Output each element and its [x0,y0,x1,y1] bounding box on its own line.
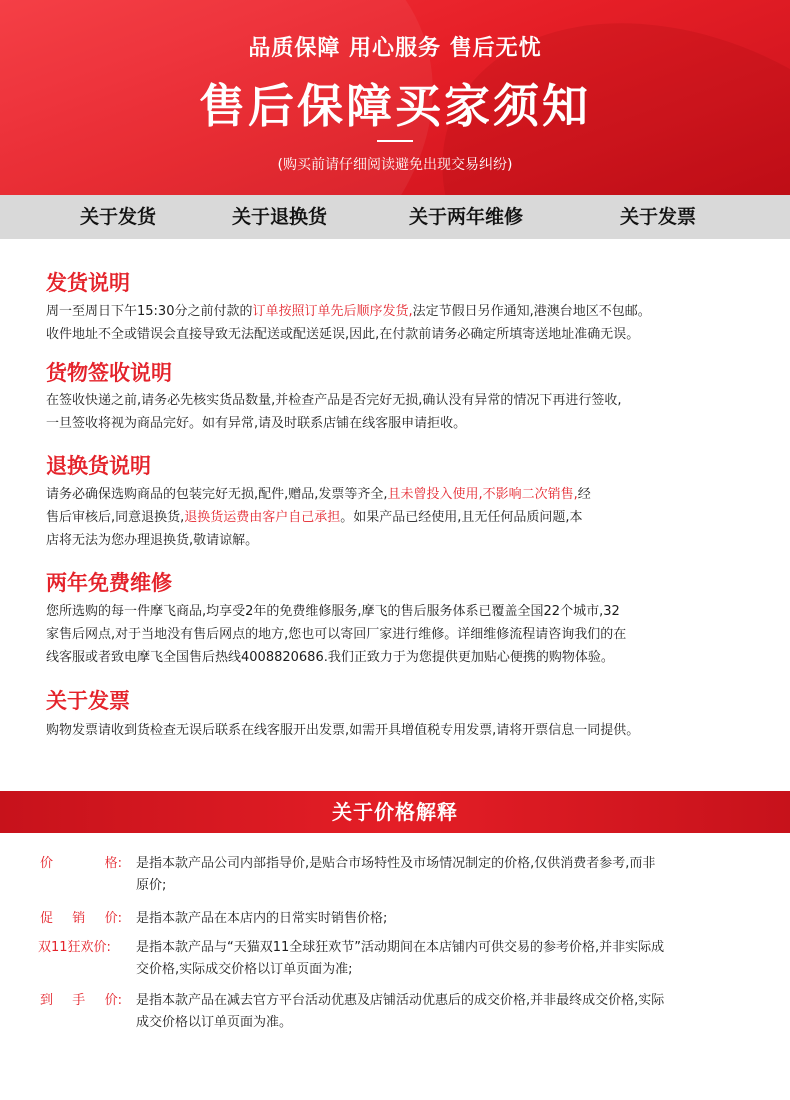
price-label-char: 手 [72,993,86,1008]
price-label [40,990,128,1012]
nav-item-repair[interactable]: 关于两年维修 [409,206,524,228]
price-label [40,908,128,930]
price-label-char: 格: [104,856,122,871]
header-banner [0,0,790,195]
price-label [38,937,126,959]
shipping-line-2: 收件地址不全或错误会直接导致无法配送或配送延误,因此,在付款前请务必确定所填寄送地址准确无误。 [46,327,640,342]
repair-line-1: 您所选购的每一件摩飞商品,均享受2年的免费维修服务,摩飞的售后服务体系已覆盖全国22个城市,32 [46,604,620,619]
price-label-char: 价: [104,911,122,926]
repair-paragraph [46,600,756,669]
title-divider [377,140,413,142]
returns-highlight: 且未曾投入使用,不影响二次销售, [387,487,578,502]
shipping-text: 周一至周日下午15:30分之前付款的 [46,304,253,319]
receipt-line-2: 一旦签收将视为商品完好。如有异常,请及时联系店铺在线客服申请拒收。 [46,416,467,431]
repair-line-2: 家售后网点,对于当地没有售后网点的地方,您也可以寄回厂家进行维修。详细维修流程请咨询我们的在 [46,627,627,642]
returns-line-1 [46,483,756,506]
repair-line-3: 线客服或者致电摩飞全国售后热线4008820686.我们正致力于为您提供更加贴心便携的购物体验。 [46,650,614,665]
invoice-paragraph: 购物发票请收到货检查无误后联系在线客服开出发票,如需开具增值税专用发票,请将开票信息一同提供。 [46,723,640,738]
returns-paragraph [46,483,756,552]
shipping-paragraph [46,300,756,346]
page-title: 售后保障买家须知 [199,79,591,133]
price-label-char: 双11狂欢价: [38,940,111,955]
price-line: 是指本款产品在本店内的日常实时销售价格; [136,911,388,926]
section-nav [0,195,790,239]
price-line: 是指本款产品在减去官方平台活动优惠及店铺活动优惠后的成交价格,并非最终成交价格,实际 [136,993,665,1008]
price-description [136,908,758,930]
returns-text: 售后审核后,同意退换货, [46,510,185,525]
price-line: 是指本款产品公司内部指导价,是贴合市场特性及市场情况制定的价格,仅供消费者参考,而非 [136,856,656,871]
price-line: 原价; [136,878,167,893]
invoice-title: 关于发票 [46,689,130,713]
returns-highlight: 退换货运费由客户自己承担 [184,510,341,525]
returns-line-3: 店将无法为您办理退换货,敬请谅解。 [46,533,259,548]
price-line: 是指本款产品与“天猫双11全球狂欢节”活动期间在本店铺内可供交易的参考价格,并非实际成 [136,940,665,955]
returns-title: 退换货说明 [46,454,151,478]
price-label-char: 销 [72,911,86,926]
repair-title: 两年免费维修 [46,571,172,595]
header-tagline: 品质保障 用心服务 售后无忧 [248,36,542,61]
price-line: 成交价格以订单页面为准。 [136,1015,293,1030]
price-label-char: 价: [104,993,122,1008]
price-description [136,937,758,981]
price-label [40,853,128,875]
receipt-title: 货物签收说明 [46,361,172,385]
shipping-title: 发货说明 [46,271,130,295]
shipping-highlight: 订单按照订单先后顺序发货, [252,304,413,319]
shipping-line-1 [46,300,756,323]
shipping-text: 法定节假日另作通知,港澳台地区不包邮。 [412,304,651,319]
price-description [136,990,758,1034]
nav-item-returns[interactable]: 关于退换货 [232,206,328,228]
price-label-char: 促 [40,911,54,926]
nav-item-shipping[interactable]: 关于发货 [80,206,157,228]
nav-item-invoice[interactable]: 关于发票 [620,206,697,228]
price-label-char: 价 [40,856,54,871]
returns-line-2 [46,506,756,529]
header-subtitle: (购买前请仔细阅读避免出现交易纠纷) [277,157,513,173]
price-description [136,853,758,897]
returns-text: 。如果产品已经使用,且无任何品质问题,本 [340,510,583,525]
receipt-paragraph [46,389,756,435]
price-band-title: 关于价格解释 [0,791,790,833]
price-label-char: 到 [40,993,54,1008]
receipt-line-1: 在签收快递之前,请务必先核实货品数量,并检查产品是否完好无损,确认没有异常的情况下再进行签收, [46,393,622,408]
price-line: 交价格,实际成交价格以订单页面为准; [136,962,353,977]
returns-text: 请务必确保选购商品的包装完好无损,配件,赠品,发票等齐全, [46,487,388,502]
returns-text: 经 [577,487,591,502]
